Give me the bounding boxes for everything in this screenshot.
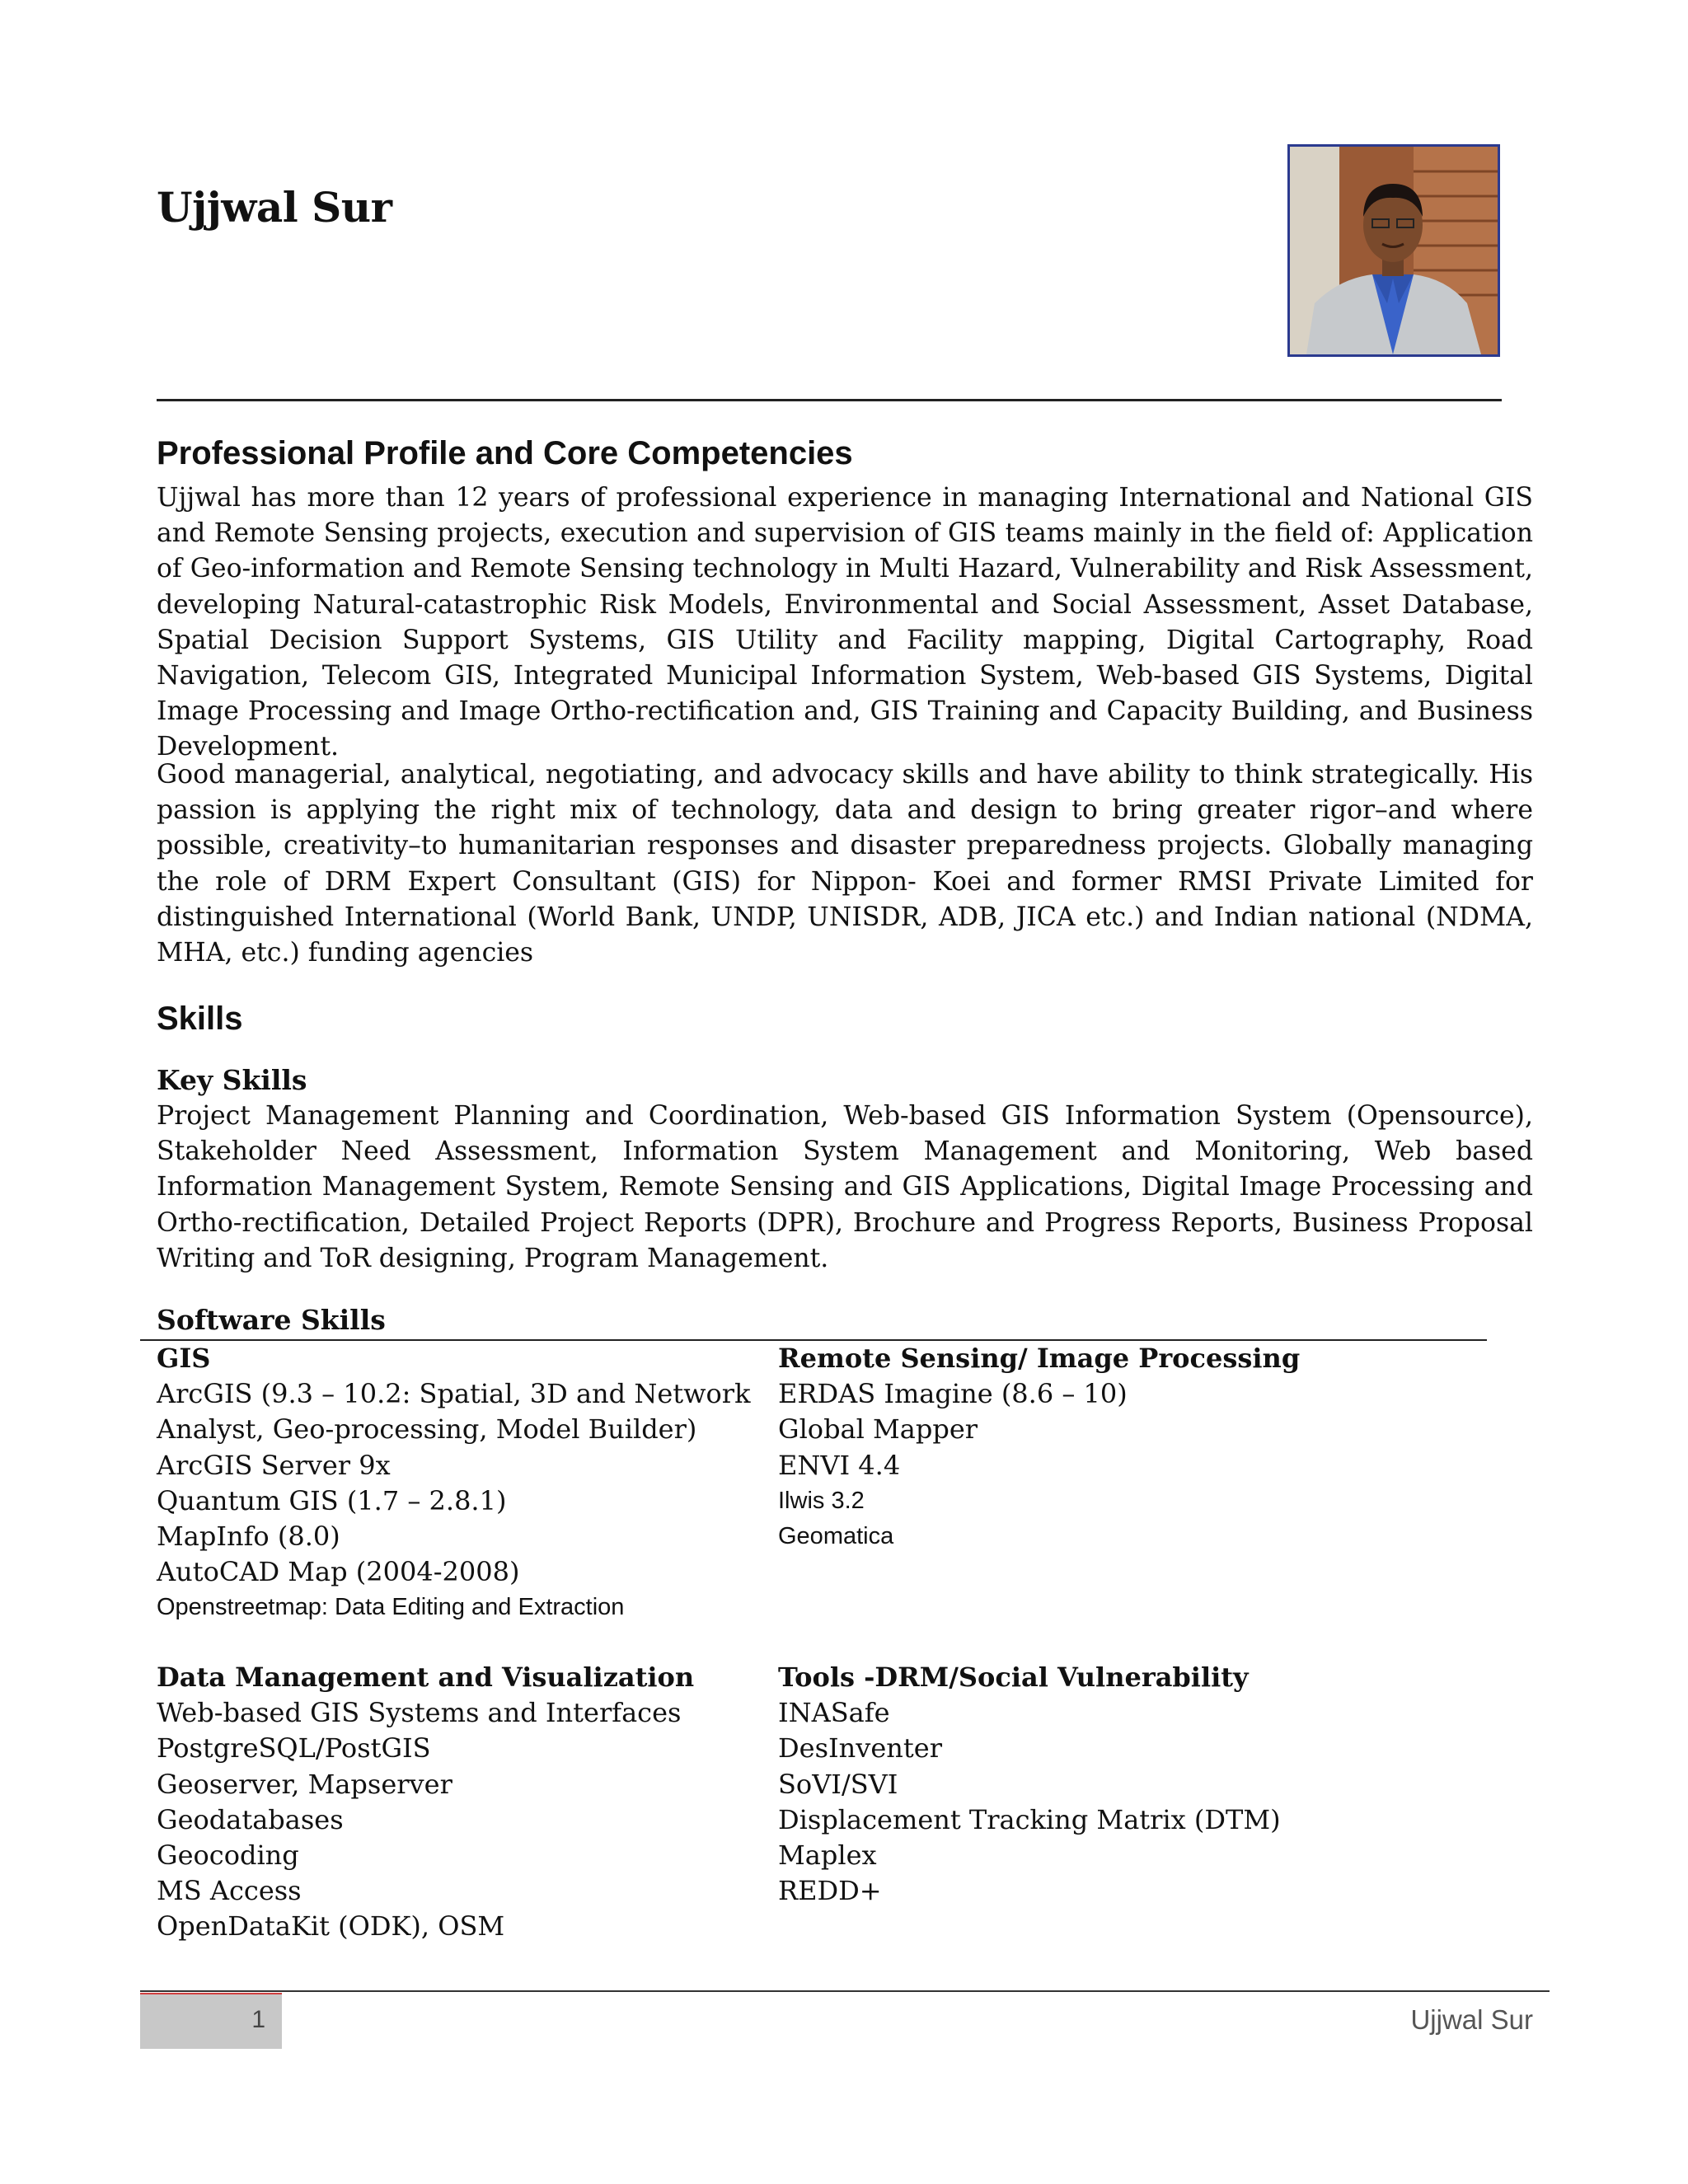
skills-heading: Skills (157, 1001, 243, 1037)
list-item: PostgreSQL/PostGIS (157, 1732, 431, 1765)
data-management-title: Data Management and Visualization (157, 1661, 695, 1693)
gis-skills-list (157, 1341, 750, 1626)
list-item: MapInfo (8.0) (157, 1521, 340, 1553)
data-management-skills-list (157, 1660, 694, 1945)
list-item: ENVI 4.4 (778, 1449, 901, 1481)
list-item: Analyst, Geo-processing, Model Builder) (157, 1413, 697, 1446)
list-item: INASafe (778, 1697, 890, 1729)
list-item: Displacement Tracking Matrix (DTM) (778, 1803, 1281, 1835)
list-item: AutoCAD Map (2004-2008) (157, 1556, 520, 1588)
footer-name: Ujjwal Sur (1410, 2004, 1533, 2035)
list-item: Geoserver, Mapserver (157, 1768, 452, 1800)
list-item: ERDAS Imagine (8.6 – 10) (778, 1378, 1128, 1410)
list-item: ArcGIS Server 9x (157, 1449, 391, 1481)
list-item: Ilwis 3.2 (778, 1487, 865, 1514)
list-item: DesInventer (778, 1732, 942, 1765)
list-item: Geomatica (778, 1523, 894, 1550)
tools-title: Tools -DRM/Social Vulnerability (778, 1661, 1249, 1693)
page-number-box (140, 1993, 282, 2049)
key-skills-heading: Key Skills (157, 1064, 307, 1096)
footer-divider (140, 1990, 1550, 1992)
list-item: Geodatabases (157, 1803, 344, 1835)
list-item: REDD+ (778, 1875, 882, 1907)
list-item: OpenDataKit (ODK), OSM (157, 1910, 505, 1943)
list-item: Web-based GIS Systems and Interfaces (157, 1697, 682, 1729)
page-number: 1 (251, 2006, 265, 2033)
gis-title: GIS (157, 1343, 211, 1374)
candidate-name: Ujjwal Sur (157, 183, 392, 232)
person-photo-icon (1290, 147, 1498, 354)
profile-paragraph-2: Good managerial, analytical, negotiating, and advocacy skills and have ability to think strategically. His passion is applying the right mix of technology, data and design to bring greater rigor–and where possible, creativity–to humanitarian responses and disaster preparedness projects. Globally managing the role of DRM Expert Consultant (GIS) for Nippon- Koei and former RMSI Private Limited for distinguished International (World Bank, UNDP, UNISDR, ADB, JICA etc.) and Indian national (NDMA, MHA, etc.) funding agencies (157, 760, 1533, 968)
list-item: Openstreetmap: Data Editing and Extraction (157, 1594, 625, 1621)
list-item: ArcGIS (9.3 – 10.2: Spatial, 3D and Network (157, 1378, 751, 1410)
list-item: SoVI/SVI (778, 1768, 898, 1800)
profile-heading: Professional Profile and Core Competencies (157, 435, 853, 471)
header-divider (157, 399, 1502, 401)
list-item: Maplex (778, 1840, 877, 1872)
list-item: Global Mapper (778, 1413, 978, 1446)
profile-photo (1287, 144, 1500, 357)
remote-sensing-title: Remote Sensing/ Image Processing (778, 1343, 1301, 1374)
key-skills-text: Project Management Planning and Coordination, Web-based GIS Information System (Opensource), Stakeholder Need Assessment, Information System Management and Monitoring, Web based Information Management System, Remote Sensing and GIS Applications, Digital Image Processing and Ortho-rectification, Detailed Project Reports (DPR), Brochure and Progress Reports, Business Proposal Writing and ToR designing, Program Management. (157, 1101, 1533, 1273)
software-skills-heading: Software Skills (157, 1304, 386, 1336)
list-item: MS Access (157, 1875, 302, 1907)
tools-skills-list (778, 1660, 1281, 1909)
profile-paragraph-1: Ujjwal has more than 12 years of professional experience in managing International and National GIS and Remote Sensing projects, execution and supervision of GIS teams mainly in the field of: Application of Geo-information and Remote Sensing technology in Multi Hazard, Vulnerability and Risk Assessment, developing Natural-catastrophic Risk Models, Environmental and Social Assessment, Asset Database, Spatial Decision Support Systems, GIS Utility and Facility mapping, Digital Cartography, Road Navigation, Telecom GIS, Integrated Municipal Information System, Web-based GIS Systems, Digital Image Processing and Image Ortho-rectification and, GIS Training and Capacity Building, and Business Development. (157, 483, 1533, 762)
remote-sensing-skills-list (778, 1341, 1300, 1554)
list-item: Geocoding (157, 1840, 299, 1872)
list-item: Quantum GIS (1.7 – 2.8.1) (157, 1484, 507, 1516)
